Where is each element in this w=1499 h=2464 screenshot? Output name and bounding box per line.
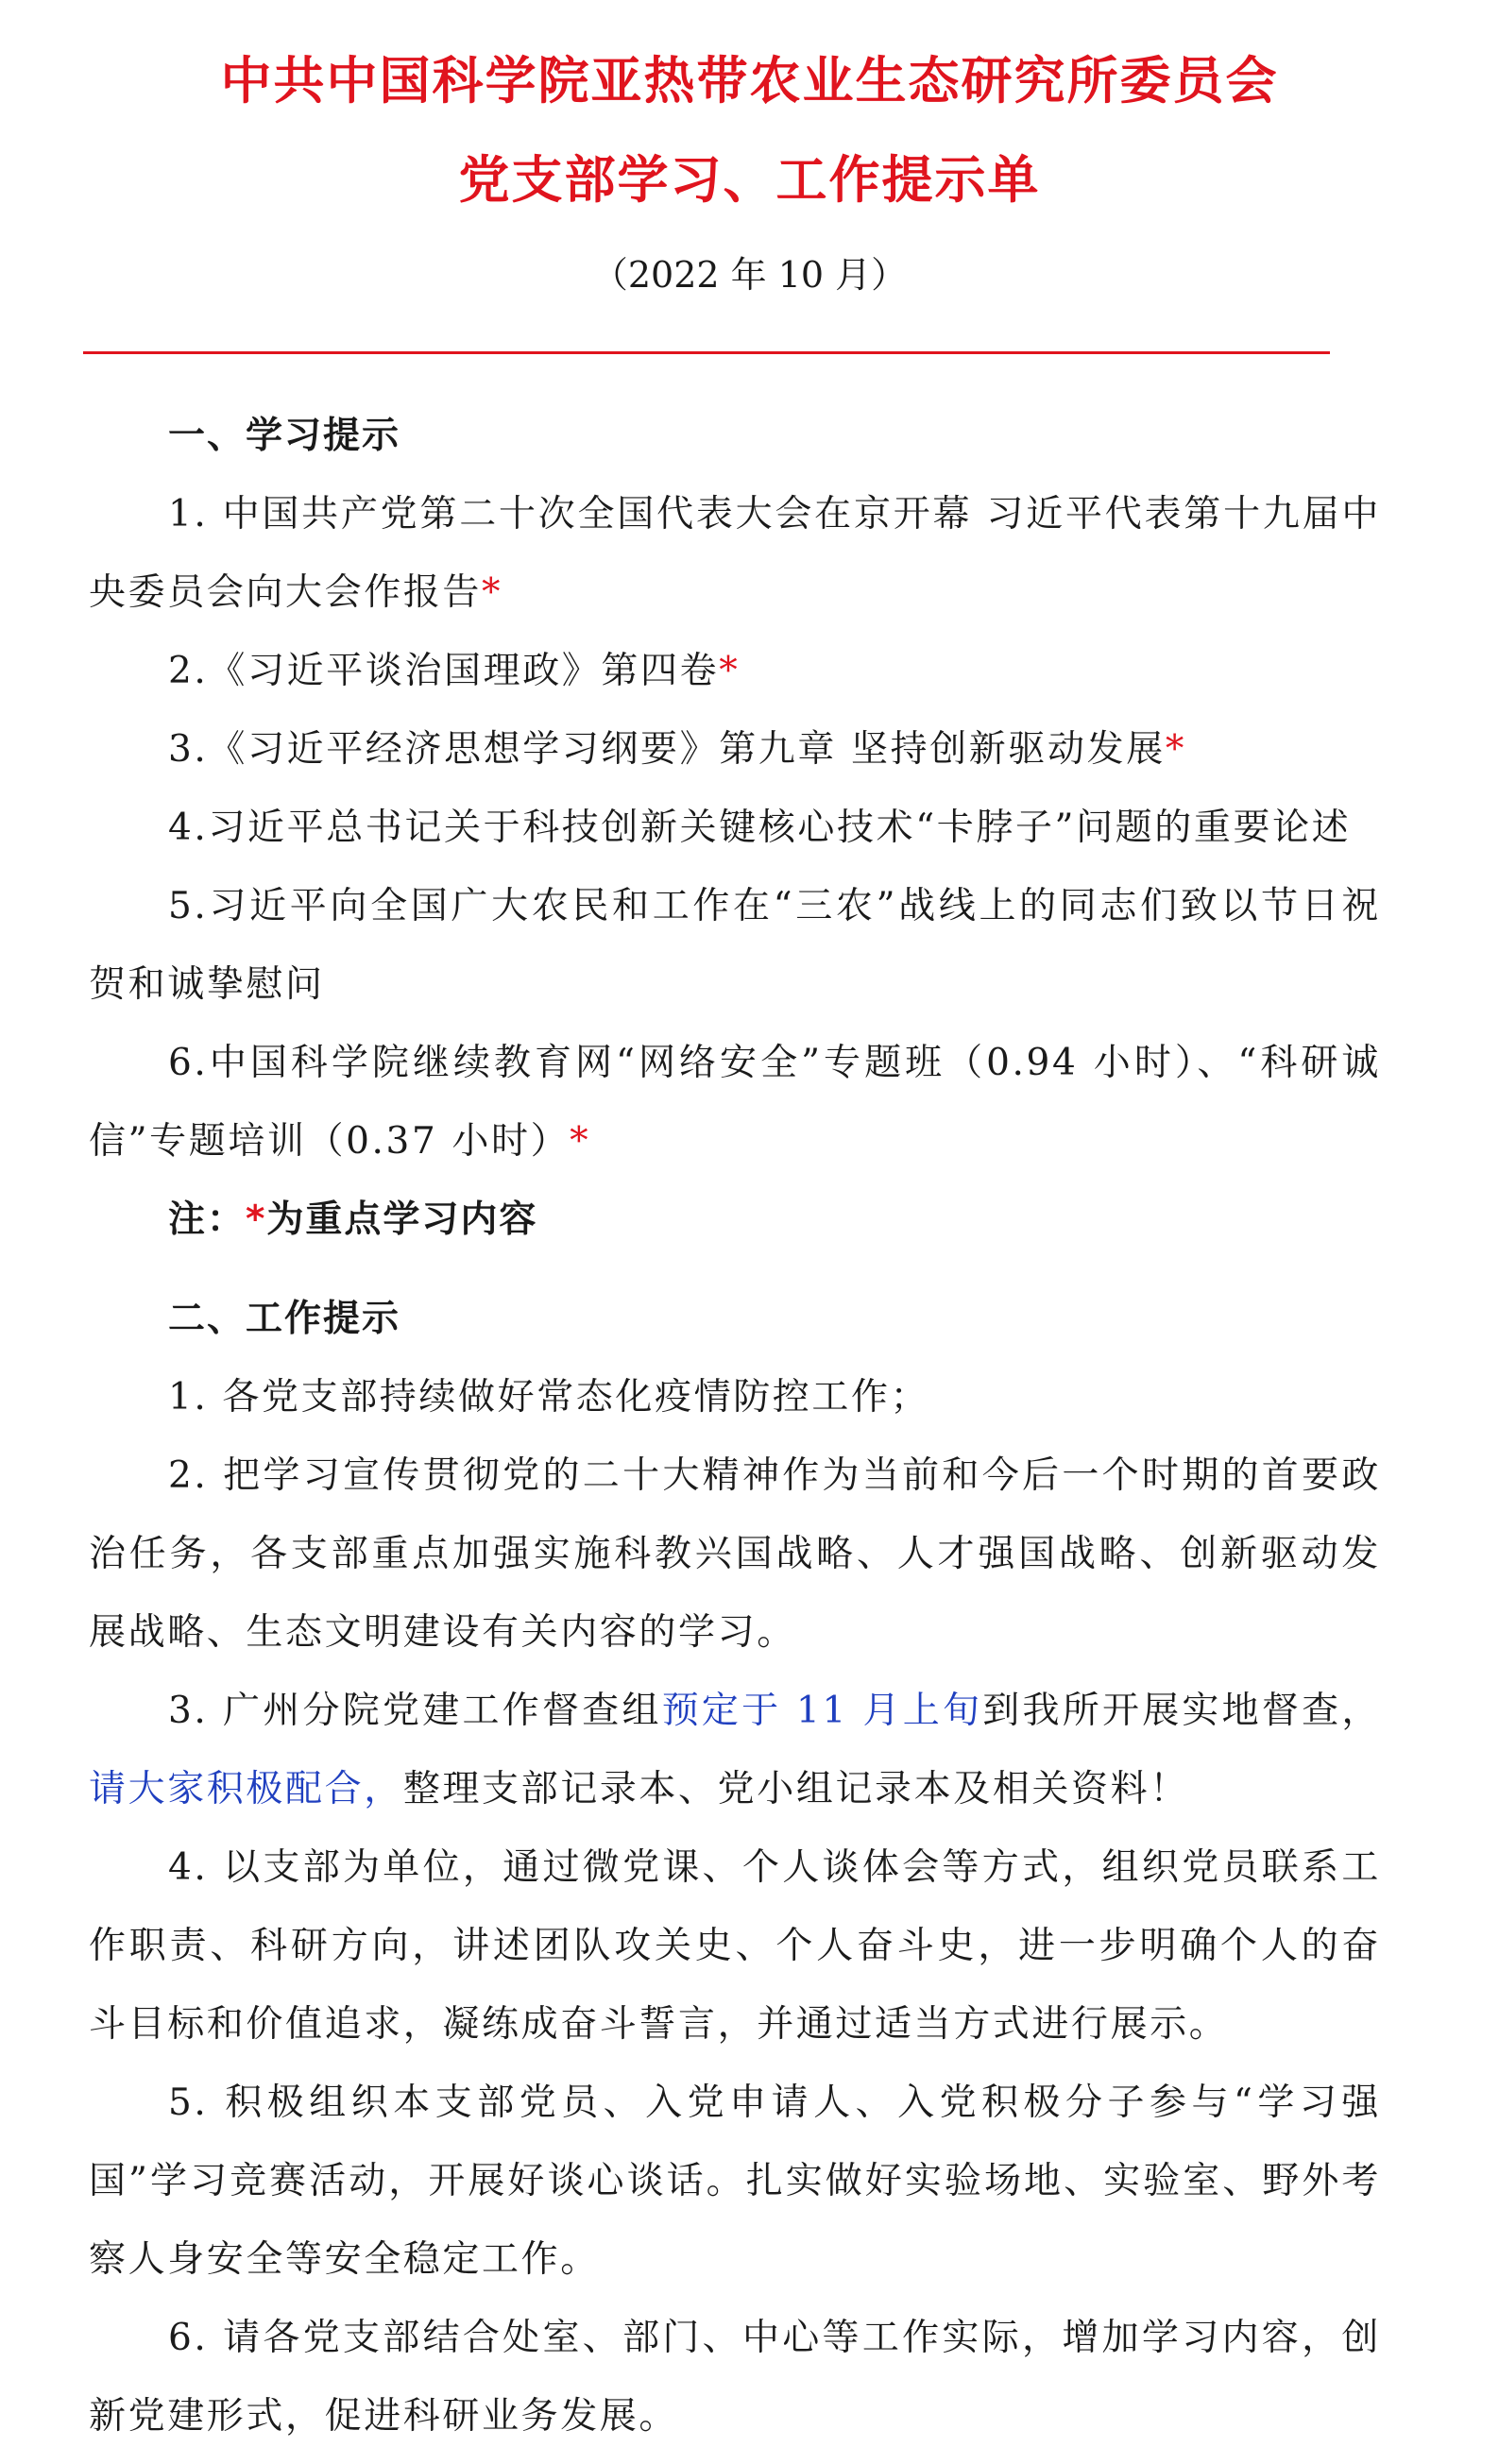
study-item-6	[89, 1024, 1381, 1181]
key-study-star: *	[719, 650, 741, 692]
work-item-6: 6. 请各党支部结合处室、部门、中心等工作实际，增加学习内容，创新党建形式，促进科研业务发展。	[89, 2317, 1381, 2438]
note-suffix: 为重点学习内容	[266, 1198, 538, 1241]
key-study-star: *	[482, 571, 503, 614]
study-item-3	[89, 710, 1381, 789]
work-section-heading: 二、工作提示	[168, 1298, 401, 1340]
document-title-line1: 中共中国科学院亚热带农业生态研究所委员会	[220, 50, 1279, 110]
key-study-star: *	[1165, 728, 1186, 771]
study-item-text: 6.中国科学院继续教育网“网络安全”专题班（0.94 小时）、“科研诚信”专题培训（0.37 小时）	[89, 1042, 1381, 1163]
document-date: （2022 年 10 月）	[591, 254, 908, 296]
study-item-text: 3.《习近平经济思想学习纲要》第九章 坚持创新驱动发展	[168, 728, 1166, 771]
red-divider-line	[83, 351, 1330, 354]
note-star: *	[246, 1198, 267, 1241]
study-item-text: 5.习近平向全国广大农民和工作在“三农”战线上的同志们致以节日祝贺和诚挚慰问	[89, 885, 1381, 1006]
study-item-2	[89, 632, 1381, 710]
key-study-star: *	[570, 1120, 591, 1163]
study-item-5	[89, 867, 1381, 1024]
study-item-1	[89, 475, 1381, 632]
work-item-3-highlight-cooperate: 请大家积极配合，	[89, 1768, 403, 1810]
work-item-2: 2. 把学习宣传贯彻党的二十大精神作为当前和今后一个时期的首要政治任务，各支部重点加强实施科教兴国战略、人才强国战略、创新驱动发展战略、生态文明建设有关内容的学习。	[89, 1454, 1381, 1654]
work-item-3	[89, 1672, 1381, 1828]
work-item-4: 4. 以支部为单位，通过微党课、个人谈体会等方式，组织党员联系工作职责、科研方向，讲述团队攻关史、个人奋斗史，进一步明确个人的奋斗目标和价值追求，凝练成奋斗誓言，并通过适当方式进行展示。	[89, 1846, 1381, 2046]
study-item-text: 1. 中国共产党第二十次全国代表大会在京开幕 习近平代表第十九届中央委员会向大会作报告	[89, 493, 1381, 614]
note-prefix: 注：	[168, 1198, 247, 1241]
study-item-text: 4.习近平总书记关于科技创新关键核心技术“卡脖子”问题的重要论述	[168, 807, 1352, 849]
work-item-3-part3: 整理支部记录本、党小组记录本及相关资料！	[402, 1768, 1189, 1810]
study-note	[89, 1181, 1381, 1259]
study-item-text: 2.《习近平谈治国理政》第四卷	[168, 650, 720, 692]
work-item-3-part2: 到我所开展实地督查，	[982, 1690, 1381, 1732]
document-body	[89, 397, 1381, 2456]
study-item-4	[89, 789, 1381, 867]
work-item-5: 5. 积极组织本支部党员、入党申请人、入党积极分子参与“学习强国”学习竞赛活动，开展好谈心谈话。扎实做好实验场地、实验室、野外考察人身安全等安全稳定工作。	[89, 2082, 1381, 2281]
work-item-3-highlight-schedule: 预定于 11 月上旬	[661, 1690, 983, 1732]
study-section-heading: 一、学习提示	[168, 415, 401, 457]
document-title-line2: 党支部学习、工作提示单	[458, 149, 1041, 210]
work-item-1: 1. 各党支部持续做好常态化疫情防控工作；	[168, 1376, 930, 1419]
work-item-3-part1: 3. 广州分院党建工作督查组	[168, 1690, 662, 1732]
